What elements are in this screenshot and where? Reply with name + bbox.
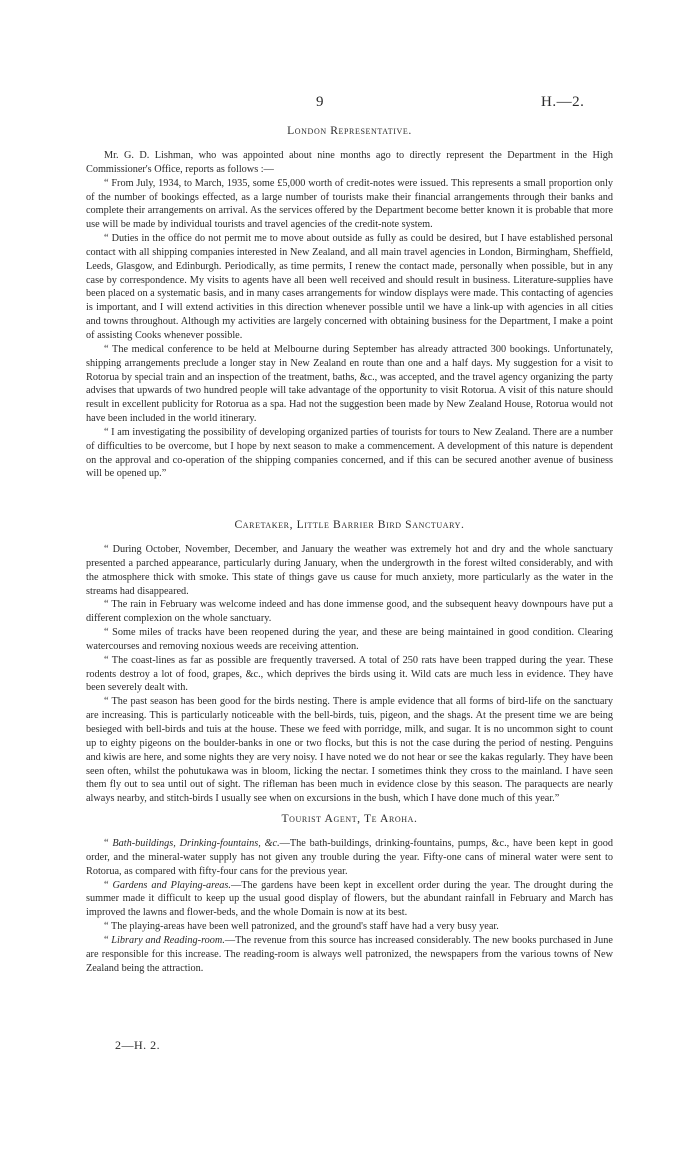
section-london-representative	[86, 124, 613, 481]
paragraph-text: —The revenue from this source has increased considerably. The new books purchased in June are responsible for this increase. The reading-room is always well patronized, the newspapers from the various towns of New Zealand being the attraction.	[86, 934, 613, 974]
paragraph-text: —The gardens have been kept in excellent order during the year. The drought during the summer made it difficult to keep up the usual good display of flowers, but the abundant rainfall in February and March has improved the lawns and flower-beds, and the whole Domain is now at its best.	[86, 879, 613, 919]
paragraph: “ From July, 1934, to March, 1935, some £5,000 worth of credit-notes were issued. This represents a small proportion only of the number of bookings effected, as a large number of tourists make their financial arrangements through their banks and complete their arrangements on arrival. As the services offered by the Department become better known it is probable that more use will be made by individual tourists and travel agencies of the credit-note system.	[86, 177, 613, 231]
paragraph-text: —The bath-buildings, drinking-fountains, pumps, &c., have been kept in good order, and the mineral-water supply has not given any trouble during the year. Fifty-one cans of mineral water were sent to Rotorua, as compared with fifty-four cans for the previous year.	[86, 838, 613, 877]
section-heading: Tourist Agent, Te Aroha.	[281, 812, 418, 825]
paragraph-lead: Bath-buildings, Drinking-fountains, &c.	[112, 838, 280, 849]
parliamentary-paper-reference: H.—2.	[541, 94, 585, 110]
paragraph: “ During October, November, December, and January the weather was extremely hot and dry and the whole sanctuary presented a parched appearance, particularly during January, when the undergrowth in the forest wilted considerably, and with the atmosphere thick with smoke. This state of things gave us cause for much anxiety, more particularly as the water in the streams had disappeared.	[86, 544, 613, 597]
paragraph-lead: Gardens and Playing-areas.	[112, 879, 231, 891]
paragraph: “ The coast-lines as far as possible are frequently traversed. A total of 250 rats have been trapped during the year. These rodents destroy a lot of food, grapes, &c., which deprives the birds using it. Wild cats are much less in evidence. They have been severely dealt with.	[86, 654, 613, 694]
page-number: 9	[316, 94, 324, 110]
section-tourist-agent-te-aroha	[86, 812, 613, 975]
paragraph-text: The playing-areas have been well patronized, and the ground's staff have had a very busy year.	[110, 921, 499, 933]
paragraph: “ Bath-buildings, Drinking-fountains, &c.—The bath-buildings, drinking-fountains, pumps, &c., have been kept in good order, and the mineral-water supply has not given any trouble during the year. Fifty-one cans of mineral water were sent to Rotorua, as compared with fifty-four cans for the previous year.	[86, 838, 613, 877]
paragraph: “ Gardens and Playing-areas.—The gardens have been kept in excellent order during the year. The drought during the summer made it difficult to keep up the usual good display of flowers, but the abundant rainfall in February and March has improved the lawns and flower-beds, and the whole Domain is now at its best.	[86, 879, 613, 919]
paragraph: “ The past season has been good for the birds nesting. There is ample evidence that all forms of bird-life on the sanctuary are increasing. This is particularly noticeable with the bell-birds, tuis, pigeon, and the shags. At the present time we are being besieged with bell-birds and tuis at the house. These we feed with porridge, milk, and sugar. It is no uncommon sight to count up to eighty pigeons on the boulder-banks in one or two flocks, but this is not the case during the period of nesting. Penguins and kiwis are here, and some nights they are very noisy. I have noted we do not hear or see the kakas regularly. They have been seen often, whilst the pohutukawa was in bloom, licking the nectar. I sometimes think they cross to the mainland. I have seen them fly out to sea until out of sight. The rifleman has been much in evidence close by this season. The paraquects are nearly always nearby, and stitch-birds I usually see when on excursions in the bush, which I have done much of this year.”	[86, 696, 613, 805]
paragraph: “ The rain in February was welcome indeed and has done immense good, and the subsequent heavy downpours have put a different complexion on the whole sanctuary.	[86, 599, 613, 625]
paragraph: “ Library and Reading-room.—The revenue from this source has increased considerably. The new books purchased in June are responsible for this increase. The reading-room is always well patronized, the newspapers from the various towns of New Zealand being the attraction.	[86, 934, 613, 974]
signature-mark: 2—H. 2.	[115, 1038, 161, 1052]
page-header	[0, 94, 700, 114]
paragraph-lead: Library and Reading-room.	[111, 934, 225, 946]
paragraph: “ Some miles of tracks have been reopened during the year, and these are being maintained in good condition. Clearing watercourses and removing noxious weeds are receiving attention.	[86, 627, 613, 652]
section-heading: London Representative.	[287, 124, 412, 137]
paragraph: “ The playing-areas have been well patronized, and the ground's staff have had a very busy year.	[104, 921, 499, 933]
paragraph: “ Duties in the office do not permit me to move about outside as fully as could be desired, but I have established personal contact with all shipping companies interested in New Zealand, and all main travel agencies in London, Birmingham, Sheffield, Leeds, Glasgow, and Edinburgh. Periodically, as time permits, I renew the contact made, personally when possible, but in any case by correspondence. My visits to agents have all been well received and should result in business. Literature-supplies have been placed on a systematic basis, and in many cases arrangements for window displays were made. This contacting of agencies is important, and I will extend activities in this direction whenever possible until we have a link-up with agencies in all cities and towns throughout. Although my activities are largely concerned with obtaining business for the Department, I make a point of assisting Cooks whenever possible.	[86, 233, 613, 341]
paragraph: “ I am investigating the possibility of developing organized parties of tourists for tours to New Zealand. There are a number of difficulties to be overcome, but I hope by next season to make a commencement. A development of this nature is dependent on the approval and co-operation of the shipping companies concerned, and if this can be secured another avenue of business will be opened up.”	[86, 426, 613, 480]
section-caretaker-bird-sanctuary	[86, 518, 613, 806]
paragraph: Mr. G. D. Lishman, who was appointed about nine months ago to directly represent the Department in the High Commissioner's Office, reports as follows :—	[86, 150, 613, 175]
paragraph: “ The medical conference to be held at Melbourne during September has already attracted 300 bookings. Unfortunately, shipping arrangements preclude a longer stay in New Zealand en route than one and a half days. My suggestion for a visit to Rotorua by special train and an inspection of the treatment, baths, &c., was accepted, and the travel agency organizing the party advises that upwards of two hundred people will take advantage of the opportunity to visit Rotorua. A visit of this nature should result in excellent publicity for Rotorua as a spa. Had not the suggestion been made by New Zealand House, Rotorua would not have been included in the world itinerary.	[86, 343, 613, 425]
section-heading: Caretaker, Little Barrier Bird Sanctuary.	[234, 518, 465, 531]
